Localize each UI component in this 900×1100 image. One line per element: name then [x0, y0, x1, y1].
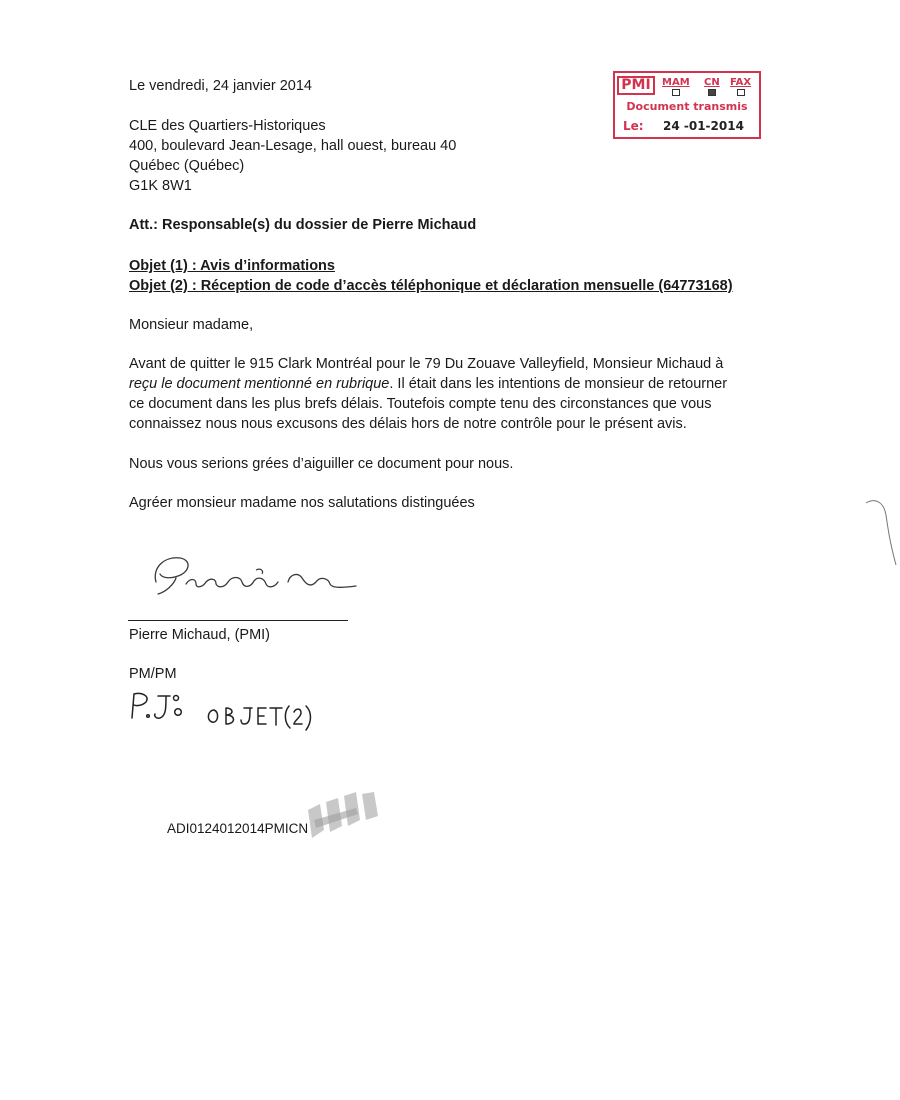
stamp-option-mam	[662, 77, 690, 96]
checkbox-icon	[737, 89, 745, 96]
scan-smudge-icon	[300, 790, 385, 855]
initials: PM/PM	[129, 666, 177, 682]
stamp-option-cn	[704, 77, 720, 96]
closing-line: Agréer monsieur madame nos salutations distinguées	[129, 495, 475, 511]
handwritten-note	[128, 688, 328, 738]
stamp-option-label: FAX	[730, 77, 752, 88]
stamp-option-label: CN	[704, 77, 720, 88]
salutation: Monsieur madame,	[129, 317, 254, 333]
signer-name: Pierre Michaud, (PMI)	[129, 627, 271, 643]
recipient-postal: G1K 8W1	[129, 178, 192, 194]
body-paragraph-1-line-4: connaissez nous nous excusons des délais hors de notre contrôle pour le présent avis.	[129, 416, 687, 432]
stamp-option-fax	[730, 77, 751, 96]
body-paragraph-1-line-1: Avant de quitter le 915 Clark Montréal pour le 79 Du Zouave Valleyfield, Monsieur Michaud à	[129, 356, 724, 372]
recipient-city: Québec (Québec)	[129, 158, 245, 174]
stamp-title: Document transmis	[626, 100, 748, 113]
checkbox-icon	[708, 89, 716, 96]
reference-code: ADI0124012014PMICN	[167, 821, 309, 836]
edge-mark-icon	[862, 495, 898, 575]
signature-icon	[146, 548, 376, 603]
stamp-date: 24 -01-2014	[663, 119, 744, 133]
line-2-rest: . Il était dans les intentions de monsieur de retourner	[389, 376, 728, 392]
recipient-org: CLE des Quartiers-Historiques	[129, 118, 326, 134]
stamp-option-label: MAM	[662, 77, 690, 88]
checkbox-icon	[672, 89, 680, 96]
stamp-badge: PMI	[617, 76, 655, 95]
transmission-stamp	[613, 71, 761, 139]
signature-line	[128, 620, 348, 621]
attention-line: Att.: Responsable(s) du dossier de Pierre Michaud	[129, 217, 477, 233]
body-paragraph-1-line-2	[129, 374, 727, 394]
subject-1: Objet (1) : Avis d’informations	[129, 258, 335, 274]
body-paragraph-2: Nous vous serions grées d’aiguiller ce document pour nous.	[129, 456, 514, 472]
body-paragraph-1-line-3: ce document dans les plus brefs délais. Toutefois compte tenu des circonstances que vous	[129, 396, 712, 412]
recipient-address: 400, boulevard Jean-Lesage, hall ouest, bureau 40	[129, 138, 457, 154]
letter-date: Le vendredi, 24 janvier 2014	[129, 78, 312, 94]
subject-2: Objet (2) : Réception de code d’accès téléphonique et déclaration mensuelle (64773168)	[129, 278, 733, 294]
stamp-date-label: Le:	[623, 119, 644, 133]
italic-phrase: reçu le document mentionné en rubrique	[129, 376, 390, 392]
